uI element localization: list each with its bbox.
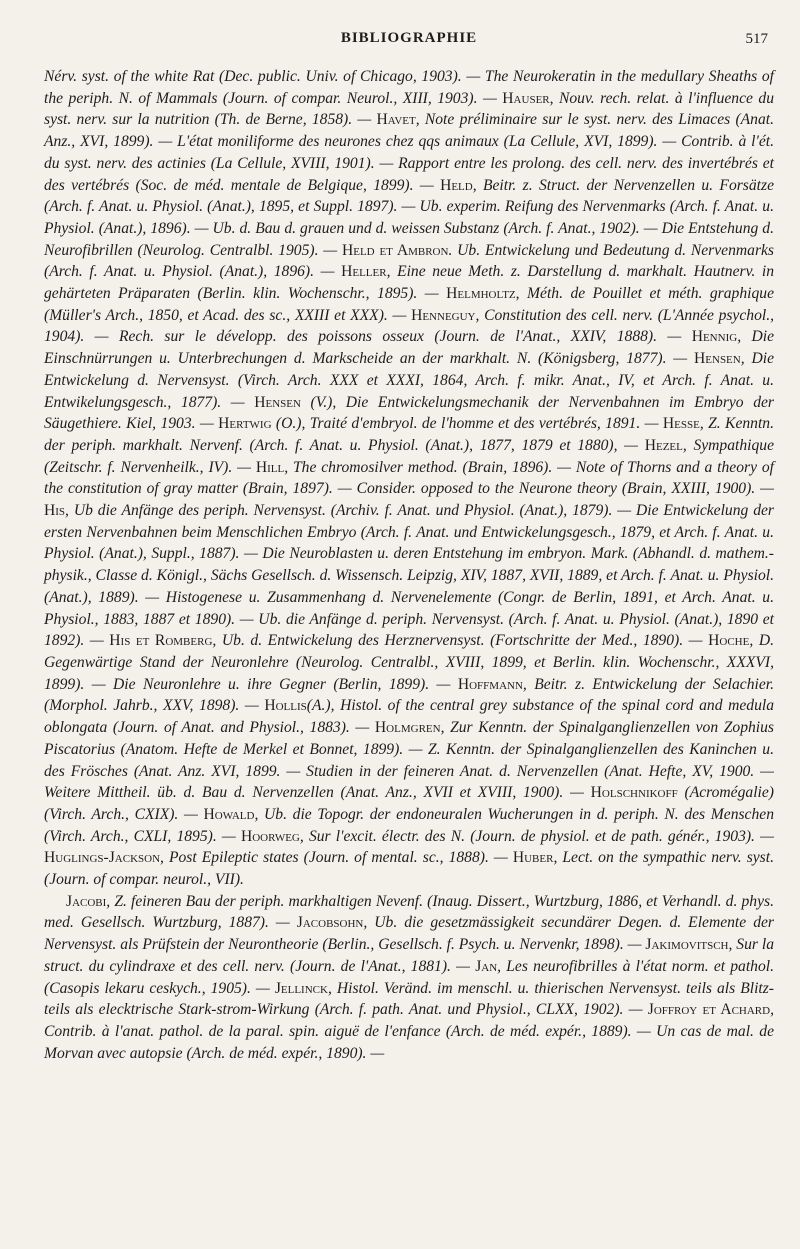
author-name: His xyxy=(44,502,66,520)
author-name: Hensen xyxy=(694,350,741,368)
citation-text: , Constitution des cell. nerv. (L'Année psychol., 1904). — Rech. sur le développ. des poissons osseux (Journ. de l'Anat., XXIV, 1888). — xyxy=(44,306,775,346)
citation-text: , Note préliminaire sur le syst. nerv. des Limaces (Anat. Anz., XVI, 1899). — L'état moniliforme des neurones chez qqs animaux (La Cellule, XVI, 1899). — Contrib. à l'ét. du syst. nerv. des actinies (La Cellule, XVIII, 1901). — Rapport entre les prolong. des cell. nerv. des invertébrés et des vertébrés (Soc. de méd. mentale de Belgique, 1899). — xyxy=(44,111,774,194)
author-name: Hoffmann xyxy=(457,675,523,693)
citation-text: , Eine neue Meth. z. Darstellung d. markhalt. Hautnerv. in gehärteten Präparaten (Berlin. klin. Wochenschr., 1895). — xyxy=(44,263,774,303)
running-head-title: BIBLIOGRAPHIE xyxy=(340,30,478,46)
citation-text: , Les neurofibrilles à l'état norm. et pathol. (Casopis lekaru ceskych., 1905). — xyxy=(44,957,775,997)
author-name: Howald xyxy=(203,805,255,823)
citation-text: , Histol. Veränd. im menschl. u. thierischen Nervensyst. teils als Blitz-teils als elecktrische Stark-strom-Wirkung (Arch. f. path. Anat. und Physiol., CLXX, 1902). — xyxy=(44,979,774,1019)
citation-text: Nérv. syst. of the white Rat (Dec. public. Univ. of Chicago, 1903). — The Neurokeratin in the medullary Sheaths of the periph. N. of Mammals (Journ. of compar. Neurol., XIII, 1903). — xyxy=(44,68,774,107)
author-name: Held et Ambron xyxy=(341,241,449,259)
citation-text: , Lect. on the sympathic nerv. syst. (Journ. of compar. neurol., VII). xyxy=(44,849,774,889)
author-name: Jan xyxy=(475,957,498,975)
citation-text: , Die Einschnürrungen u. Unterbrechungen d. Markscheide an der markhalt. N. (Königsberg, 1877). — xyxy=(44,328,775,368)
citation-text: (O.), Traité d'embryol. de l'homme et des vertébrés, 1891. — xyxy=(271,415,663,433)
author-name: Hoorweg xyxy=(240,827,300,845)
author-name: Heller xyxy=(341,263,387,281)
citation-text: , Post Epileptic states (Journ. of mental. sc., 1888). — xyxy=(160,849,513,867)
author-name: Hoche xyxy=(708,632,750,650)
citation-text: , Sur l'excit. électr. des N. (Journ. de physiol. et de path. génér., 1903). — xyxy=(299,827,774,845)
citation-text: , Contrib. à l'anat. pathol. de la paral. spin. aiguë de l'enfance (Arch. de méd. expér., 1889). — Un cas de mal. de Morvan avec autopsie (Arch. de méd. expér., 1890). — xyxy=(44,1001,774,1062)
author-name: Jacobsohn xyxy=(296,914,364,932)
author-name: Holschnikoff xyxy=(590,784,678,802)
author-name: Huber xyxy=(512,849,554,867)
author-name: Held xyxy=(440,176,473,194)
citation-text: , Z. feineren Bau der periph. markhaltigen Nevenf. (Inaug. Dissert., Wurtzburg, 1886, et Verhandl. d. phys. med. Gesellsch. Wurtzburg, 1887). — xyxy=(44,892,774,932)
author-name: Hill xyxy=(255,458,285,476)
author-name: Hauser xyxy=(502,89,550,107)
citation-text: , Ub. die gesetzmässigkeit secundärer Degen. d. Elemente der Nervensyst. als Prüfstein der Neurontheorie (Berlin., Gesellsch. f. Psych. u. Nervenkr, 1898). — xyxy=(44,914,774,954)
citation-text: , Beitr. z. Entwickelung der Selachier. (Morphol. Jahrb., XXV, 1898). — xyxy=(44,675,774,715)
citation-text: (V.), Die Entwickelungsmechanik der Nervenbahnen im Embryo der Säugethiere. Kiel, 1903. — xyxy=(44,393,774,433)
author-name: Jellinck xyxy=(274,979,328,997)
author-name: Holmgren xyxy=(374,719,441,737)
citation-text: , Nouv. rech. relat. à l'influence du syst. nerv. sur la nutrition (Th. de Berne, 1858). — xyxy=(44,89,774,129)
bibliography-paragraph xyxy=(44,66,774,891)
citation-text: , Die Entwickelung d. Nervensyst. (Virch. Arch. XXX et XXXI, 1864, Arch. f. mikr. Anat., IV, et Arch. f. Anat. u. Entwikelungsgesch., 1877). — xyxy=(44,350,774,411)
citation-text: , Z. Kenntn. der periph. markhalt. Nervenf. (Arch. f. Anat. u. Physiol. (Anat.), 1877, 1879 et 1880), — xyxy=(44,415,774,454)
citation-text: , Beitr. z. Struct. der Nervenzellen u. Forsätze (Arch. f. Anat. u. Physiol. (Anat.), 1895, et Suppl. 1897). — Ub. experim. Reifung des Nervenmarks (Arch. f. Anat. u. Physiol. (Anat.), 1896). — Ub. d. Bau d. grauen und d. weissen Substanz (Arch. f. Anat., 1902). — Die Entstehung d. Neurofibrillen (Neurolog. Centralbl. 1905). — xyxy=(44,176,774,259)
citation-text: (Acromégalie) (Virch. Arch., CXIX). — xyxy=(44,784,774,823)
author-name: Hesse xyxy=(662,415,700,433)
author-name: Hollis xyxy=(264,697,307,715)
author-name: Hennig xyxy=(691,328,738,346)
author-name: Hertwig xyxy=(218,415,272,433)
citation-text: , D. Gegenwärtige Stand der Neuronlehre (Neurolog. Centralbl., XVIII, 1899, et Berlin. klin. Wochenschr., XXXVI, 1899). — Die Neuronlehre u. ihre Gegner (Berlin, 1899). — xyxy=(44,632,774,693)
citation-text: . Ub. Entwickelung und Bedeutung d. Nervenmarks (Arch. f. Anat. u. Physiol. (Anat.), 1896). — xyxy=(44,241,775,281)
citation-text: , Zur Kenntn. der Spinalganglienzellen von Zophius Piscatorius (Anatom. Hefte de Merkel et Bonnet, 1899). — Z. Kenntn. der Spinalganglienzellen des Kaninchen u. des Frösches (Anat. Anz. XVI, 1899. — Studien in der feineren Anat. d. Nervenzellen (Anat. Hefte, XV, 1900. — Weitere Mittheil. üb. d. Bau d. Nervenzellen (Anat. Anz., XVII et XVIII, 1900). — xyxy=(44,719,774,802)
author-name: Henneguy xyxy=(411,306,476,324)
citation-text: , Ub. d. Entwickelung des Herznervensyst. (Fortschritte der Med., 1890). — xyxy=(212,632,709,650)
author-name: Havet xyxy=(376,111,416,129)
citation-text: , Sur la struct. du cylindraxe et des cell. nerv. (Journ. de l'Anat., 1881). — xyxy=(44,936,774,975)
citation-text: , Ub. die Topogr. der endoneuralen Wucherungen in d. periph. N. des Menschen (Virch. Arch., CXLI, 1895). — xyxy=(44,805,774,845)
author-name: Hezel xyxy=(644,436,683,454)
citation-text: , Sympathique (Zeitschr. f. Nervenheilk., IV). — xyxy=(44,436,774,476)
page-number: 517 xyxy=(745,31,768,47)
author-name: Jakimovitsch xyxy=(645,936,729,954)
running-head xyxy=(44,30,774,56)
author-name: Hensen xyxy=(254,393,301,411)
bibliography-paragraph xyxy=(44,891,774,1065)
citation-text: , Ub die Anfänge des periph. Nervensyst. (Archiv. f. Anat. und Physiol. (Anat.), 1879). — Die Entwickelung der ersten Nervenbahnen beim Menschlichen Embryo (Arch. f. Anat. und Entwickelungsgesch., 1879, et Arch. f. Anat. u. Physiol. (Anat.), Suppl., 1887). — Die Neuroblasten u. deren Entstehung im embryon. Mark. (Abhandl. d. mathem.-physik., Classe d. Königl., Sächs Gesellsch. d. Wissensch. Leipzig, XIV, 1887, XVII, 1889, et Arch. f. Anat. u. Physiol. (Anat.), 1889). — Histogenese u. Zusammenhang d. Nervenelemente (Congr. de Berlin, 1891, et Arch. Anat. u. Physiol., 1883, 1887 et 1890). — Ub. die Anfänge d. periph. Nervensyst. (Arch. f. Anat. u. Physiol. (Anat.), 1890 et 1892). — xyxy=(44,502,774,650)
author-name: Joffroy et Achard xyxy=(647,1001,771,1019)
author-name: Helmholtz xyxy=(446,285,516,303)
author-name: His et Romberg xyxy=(109,632,213,650)
author-name: Huglings-Jackson xyxy=(44,849,161,867)
bibliography-text xyxy=(44,66,774,1064)
citation-text: (A.), Histol. of the central grey substance of the spinal cord and medula oblongata (Journ. of Anat. and Physiol., 1883). — xyxy=(44,697,774,737)
citation-text: , Méth. de Pouillet et méth. graphique (Müller's Arch., 1850, et Acad. des sc., XXIII et XXX). — xyxy=(44,285,774,324)
citation-text: , The chromosilver method. (Brain, 1896). — Note of Thorns and a theory of the constitution of gray matter (Brain, 1897). — Consider. opposed to the Neurone theory (Brain, XXIII, 1900). — xyxy=(44,458,774,498)
author-name: Jacobi xyxy=(66,892,107,910)
